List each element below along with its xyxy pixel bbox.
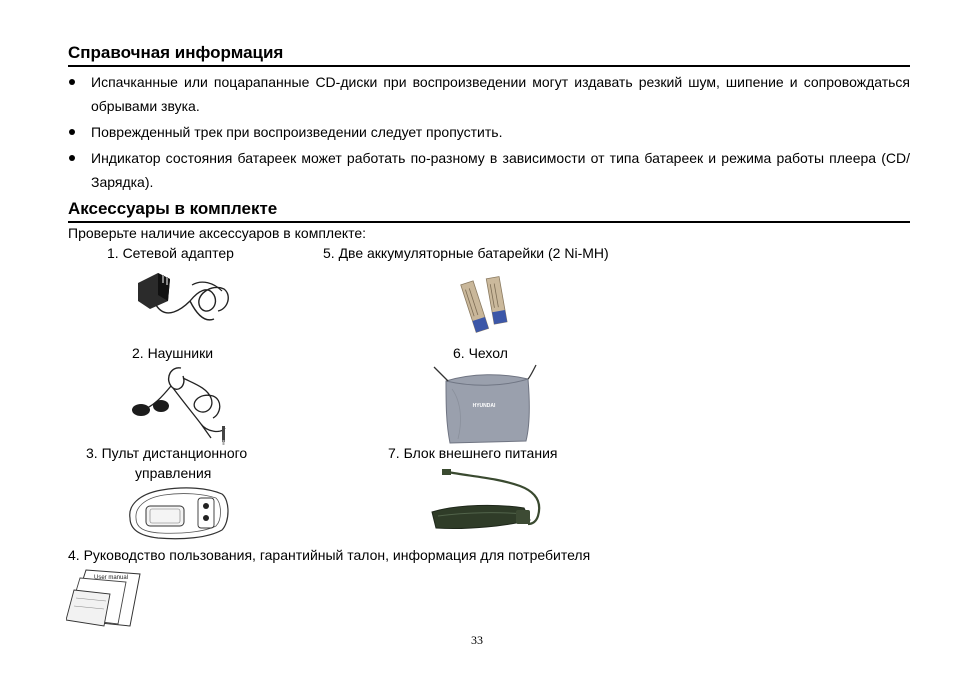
section-heading-reference: Справочная информация <box>68 43 284 62</box>
pouch-logo: HYUNDAI <box>472 403 496 409</box>
bullet-item-scratched-discs: Испачканные или поцарапанные CD-диски при воспроизведении могут издавать резкий шум, шипение и сопровождаться обрывами звука. <box>91 74 910 114</box>
bullet-dot <box>69 155 75 161</box>
caption-remote-line1: 3. Пульт дистанционного <box>86 445 248 461</box>
caption-pouch: 6. Чехол <box>453 345 508 361</box>
pouch-image <box>432 363 542 445</box>
bullet-item-battery-indicator: Индикатор состояния батареек может работать по-разному в зависимости от типа батареек и режима работы плеера (CD/Зарядка). <box>91 150 910 190</box>
manual-cover-text: User manual <box>94 575 129 581</box>
caption-manual-docs: 4. Руководство пользования, гарантийный талон, информация для потребителя <box>68 547 591 563</box>
earphones-image <box>125 364 233 446</box>
batteries-image <box>455 275 519 341</box>
manual-image <box>66 568 142 628</box>
bullet-dot <box>69 79 75 85</box>
remote-control-image <box>122 484 232 544</box>
section-heading-accessories: Аксессуары в комплекте <box>68 199 278 218</box>
caption-remote-line2: управления <box>135 465 212 481</box>
caption-batteries: 5. Две аккумуляторные батарейки (2 Ni-MH) <box>323 245 609 261</box>
ac-adapter-image <box>132 265 236 329</box>
power-unit-image <box>428 468 552 540</box>
accessories-intro: Проверьте наличие аксессуаров в комплекте: <box>68 225 367 241</box>
caption-power-unit: 7. Блок внешнего питания <box>388 445 558 461</box>
bullet-dot <box>69 129 75 135</box>
caption-ac-adapter: 1. Сетевой адаптер <box>107 245 234 261</box>
caption-earphones: 2. Наушники <box>132 345 214 361</box>
heading-underline <box>68 65 910 67</box>
page-number: 33 <box>471 633 483 647</box>
bullet-item-damaged-track: Поврежденный трек при воспроизведении следует пропустить. <box>91 124 503 140</box>
